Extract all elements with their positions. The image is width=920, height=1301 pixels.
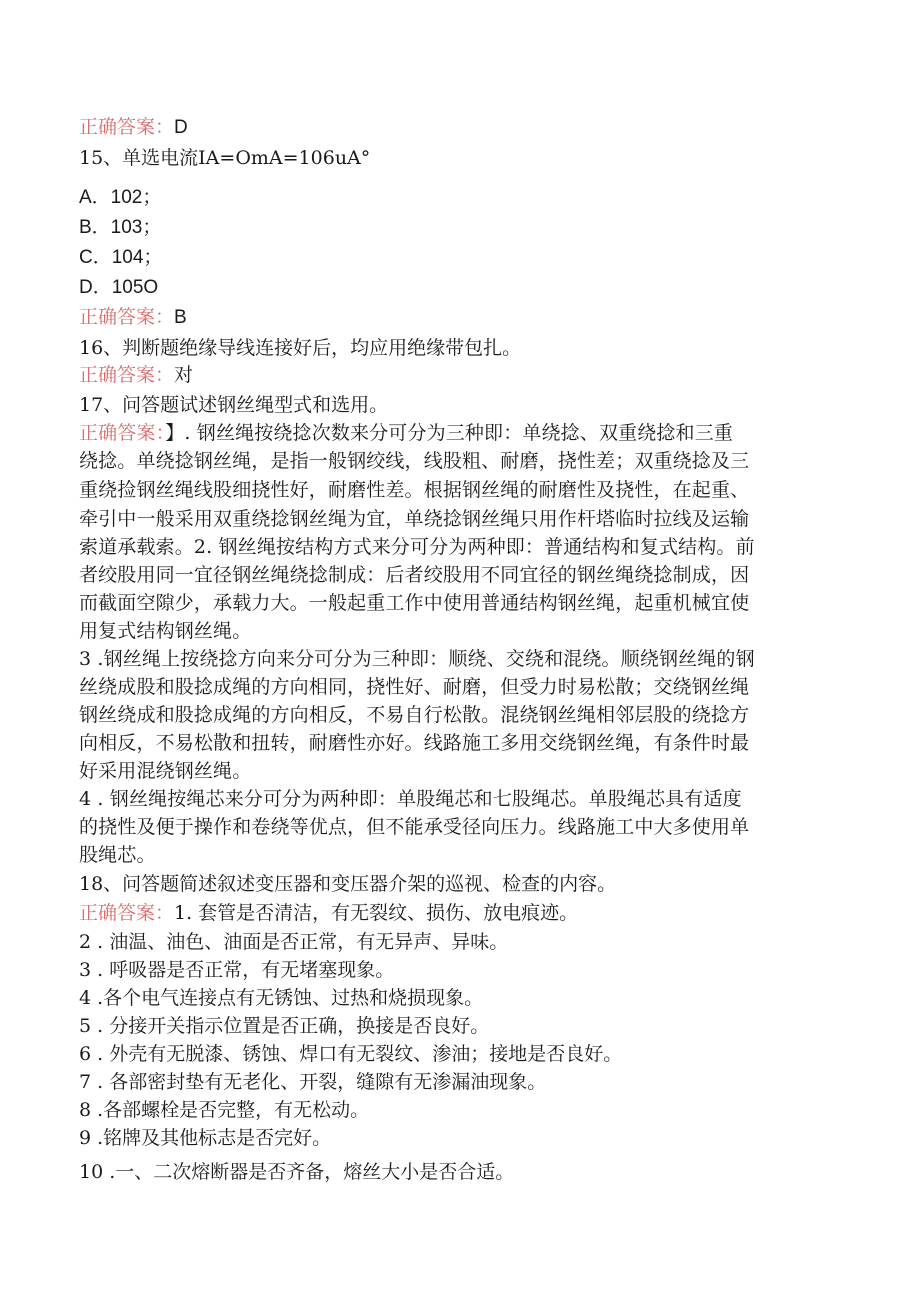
q18-answer-item: 8 .各部螺栓是否完整，有无松动。	[79, 1099, 370, 1121]
answer-text-line: 索道承载索。2. 钢丝绳按结构方式来分可分为两种即：普通结构和复式结构。前	[79, 536, 755, 558]
q18-answer-item: 5 . 分接开关指示位置是否正确，换接是否良好。	[79, 1015, 490, 1037]
answer-text: 1. 套管是否清洁，有无裂纹、损伤、放电痕迹。	[174, 902, 579, 924]
q18-answer-item: 2 . 油温、油色、油面是否正常，有无异声、异味。	[79, 931, 509, 953]
answer-label: 正确答案：	[79, 422, 166, 444]
q15-option-b: B．103；	[79, 217, 162, 238]
answer-label: 正确答案：	[79, 364, 175, 386]
q18-answer-line	[79, 900, 839, 926]
answer-label: 正确答案：	[79, 902, 175, 924]
answer-text-line: 向相反，不易松散和扭转，耐磨性亦好。线路施工多用交绕钢丝绳，有条件时最	[79, 732, 750, 754]
answer-value: 对	[174, 364, 194, 386]
q18-answer-item: 7 . 各部密封垫有无老化、开裂，缝隙有无渗漏油现象。	[79, 1071, 547, 1093]
q18-answer-item: 10 .一、二次熔断器是否齐备，熔丝大小是否合适。	[79, 1161, 515, 1183]
answer-text-line: 绕捻。单绕捻钢丝绳，是指一般钢绞线，线股粗、耐磨，挠性差；双重绕捻及三	[79, 450, 750, 472]
answer-text-line: 钢丝绕成和股捻成绳的方向相反，不易自行松散。混绕钢丝绳相邻层股的绕捻方	[79, 704, 750, 726]
answer-text-line: 的挠性及便于操作和卷绕等优点，但不能承受径向压力。线路施工中大多使用单	[79, 816, 750, 838]
answer-text-line: 好采用混绕钢丝绳。	[79, 760, 252, 782]
q16-question: 16、判断题绝缘导线连接好后，均应用绝缘带包扎。	[79, 337, 522, 359]
q15-option-c: C．104；	[79, 247, 163, 268]
answer-text-line: 而截面空隙少，承载力大。一般起重工作中使用普通结构钢丝绳，起重机械宜使	[79, 592, 750, 614]
answer-text: 】. 钢丝绳按绕捻次数来分可分为三种即：单绕捻、双重绕捻和三重	[165, 422, 733, 444]
answer-text-line: 丝绕成股和股捻成绳的方向相同，挠性好、耐磨，但受力时易松散；交绕钢丝绳	[79, 676, 750, 698]
answer-value: B	[174, 307, 187, 328]
q15-option-d: D．105O	[79, 277, 159, 298]
q18-answer-item: 3 . 呼吸器是否正常，有无堵塞现象。	[79, 959, 395, 981]
q17-question: 17、问答题试述钢丝绳型式和选用。	[79, 394, 389, 416]
q14-answer-line	[79, 114, 839, 141]
answer-text-line: 3 .钢丝绳上按绕捻方向来分可分为三种即：顺绕、交绕和混绕。顺绕钢丝绳的钢	[79, 648, 755, 670]
q15-answer-line	[79, 304, 839, 331]
answer-value: D	[174, 117, 188, 138]
answer-text-line: 股绳芯。	[79, 844, 156, 866]
answer-text-line: 4 . 钢丝绳按绳芯来分可分为两种即：单股绳芯和七股绳芯。单股绳芯具有适度	[79, 788, 742, 810]
answer-label: 正确答案：	[79, 306, 175, 328]
q15-option-a: A．102；	[79, 187, 162, 208]
answer-text-line: 牵引中一般采用双重绕捻钢丝绳为宜，单绕捻钢丝绳只用作杆塔临时拉线及运输	[79, 508, 750, 530]
q18-answer-item: 4 .各个电气连接点有无锈蚀、过热和烧损现象。	[79, 987, 484, 1009]
q18-question: 18、问答题简述叙述变压器和变压器介架的巡视、检查的内容。	[79, 873, 617, 895]
q18-answer-item: 6 . 外壳有无脱漆、锈蚀、焊口有无裂纹、渗油；接地是否良好。	[79, 1043, 623, 1065]
q16-answer-line	[79, 362, 839, 388]
answer-text-line: 者绞股用同一宜径钢丝绳绕捻制成：后者绞股用不同宜径的钢丝绳绕捻制成，因	[79, 564, 750, 586]
q18-answer-item: 9 .铭牌及其他标志是否完好。	[79, 1127, 332, 1149]
answer-text-line: 重绕捡钢丝绳线股细挠性好，耐磨性差。根据钢丝绳的耐磨性及挠性，在起重、	[79, 479, 750, 501]
q17-answer-line	[79, 420, 841, 446]
answer-label: 正确答案：	[79, 116, 175, 138]
answer-text-line: 用复式结构钢丝绳。	[79, 620, 252, 642]
q15-question: 15、单选电流IA=OmA=106uA°	[79, 147, 371, 169]
